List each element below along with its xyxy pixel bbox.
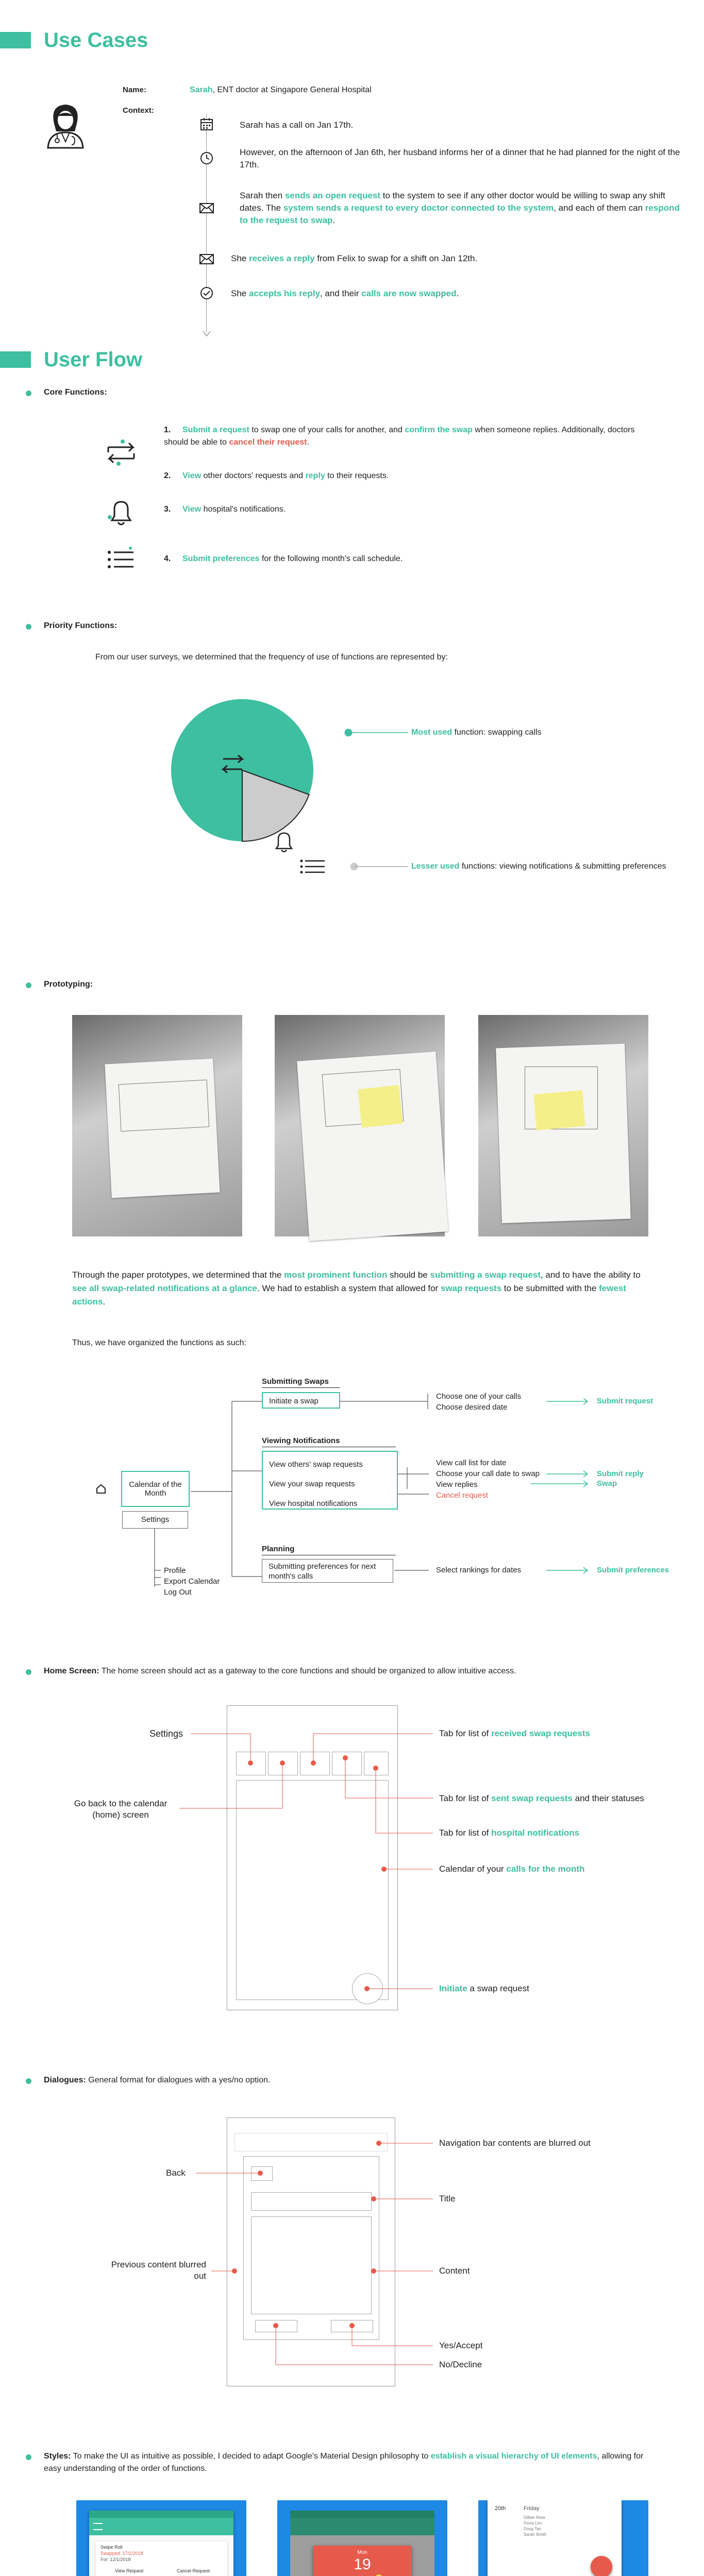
styles-b: establish a visual hierarchy of UI elements [430, 2452, 597, 2461]
proto-c: should be [387, 1270, 430, 1280]
step-3-c: to the system to see if any other doctor would be willing to swap any shift dates. The [240, 191, 665, 213]
organized-text: Thus, we have organized the functions as such: [72, 1338, 246, 1347]
core-3-b: hospital's notifications. [201, 505, 286, 514]
step-4-c: from Felix to swap for a shift on Jan 12th. [314, 253, 478, 263]
dialogues-desc: General format for dialogues with a yes/no option. [88, 2076, 271, 2084]
settings-sub-profile: Profile [164, 1566, 186, 1575]
view-replies: View replies [436, 1480, 478, 1489]
choose-date: Choose desired date [436, 1403, 508, 1412]
shot3-names [524, 2515, 546, 2537]
styles-heading: Styles: [44, 2452, 71, 2461]
settings-sub-export: Export Calendar [164, 1577, 220, 1586]
proto-h: swap requests [440, 1283, 502, 1293]
init-a: Initiate [439, 1984, 467, 1993]
step-1: Sarah has a call on Jan 17th. [240, 120, 354, 130]
submit-prefs-node: Submit preferences [597, 1566, 669, 1574]
cal-a: Calendar of your [439, 1864, 507, 1874]
dialog-yes-label: Yes/Accept [439, 2341, 483, 2350]
choose-call-swap: Choose your call date to swap [436, 1469, 540, 1478]
dialog-prev-label: Previous content blurred out [111, 2260, 206, 2281]
notif-title: Viewing Notifications [262, 1436, 340, 1445]
dialog-content-label: Content [439, 2266, 470, 2276]
home-settings-label: Settings [149, 1728, 183, 1739]
settings-node: Settings [122, 1511, 188, 1529]
core-1-c: confirm the swap [405, 426, 473, 434]
pie-less-b: functions: viewing notifications & submitting preferences [459, 862, 666, 871]
core-1-e: cancel their request [229, 438, 307, 447]
step-2: However, on the afternoon of Jan 6th, her husband informs her of a dinner that he had planned for the night of the 17th. [240, 147, 680, 170]
step-5-d: calls are now swapped [361, 289, 457, 298]
initiate-swap-node: Initiate a swap [262, 1392, 340, 1409]
proto-k: . [103, 1297, 106, 1307]
styles-a: To make the UI as intuitive as possible, I decided to adapt Google's Material Design philosophy to [73, 2452, 431, 2461]
name-label: Name: [123, 86, 146, 94]
shot1-view-button[interactable]: View Request [115, 2568, 144, 2573]
shot1-row1-date: Swapped: 17/1/2018 [100, 2551, 143, 2556]
styles-c: , allowing for easy understanding of the order of functions. [44, 2452, 644, 2473]
core-4-b: for the following month's call schedule. [259, 554, 403, 563]
recv-b: received swap requests [491, 1728, 590, 1738]
view-call-list: View call list for date [436, 1459, 507, 1467]
proto-a: Through the paper prototypes, we determined that the [72, 1270, 284, 1280]
style-screenshot-3 [478, 2500, 648, 2576]
shot3-name-3: Doug Tan [524, 2527, 542, 2531]
shot3-fab[interactable] [591, 2556, 612, 2576]
context-label: Context: [123, 106, 154, 115]
shot2-day: 19 [354, 2556, 371, 2573]
shot1-cancel-button[interactable]: Cancel Request [177, 2568, 210, 2573]
step-3-b: sends an open request [284, 191, 381, 200]
home-go-back-label: Go back to the calendar (home) screen [74, 1799, 167, 1820]
proto-i: to be submitted with the [501, 1283, 599, 1293]
core-2-a: View [182, 471, 202, 480]
core-1-b: to swap one of your calls for another, and [249, 426, 405, 434]
sent-b: sent swap requests [491, 1793, 573, 1803]
core-2-d: to their requests. [325, 471, 389, 480]
step-5-e: . [456, 289, 459, 298]
step-4-a: She [231, 253, 249, 263]
planning-title: Planning [262, 1545, 295, 1553]
view-hospital: View hospital notifications [269, 1499, 358, 1508]
styles-heading-line [44, 2450, 652, 2475]
submitting-prefs-node: Submitting preferences for next month's calls [262, 1559, 393, 1583]
init-b: a swap request [467, 1984, 529, 1993]
proto-b: most prominent function [284, 1270, 388, 1280]
core-num-4: 4. [164, 554, 171, 563]
core-1-a: Submit a request [182, 426, 249, 434]
home-desc: The home screen should act as a gateway to the core functions and should be organized to allow intuitive access. [101, 1667, 516, 1675]
step-5-a: She [231, 289, 249, 298]
dialog-nav-blur-label: Navigation bar contents are blurred out [439, 2138, 591, 2148]
pie-most-b: function: swapping calls [452, 728, 542, 737]
style-screenshot-1 [76, 2500, 246, 2576]
core-num-3: 3. [164, 505, 171, 514]
proto-d: submitting a swap request [430, 1270, 541, 1280]
cancel-request: Cancel request [436, 1491, 488, 1500]
core-4-a: Submit preferences [182, 554, 260, 563]
proto-f: see all swap-related notifications at a glance [72, 1283, 258, 1293]
proto-e: , and to have the ability to [540, 1270, 641, 1280]
submit-reply-node: Submit reply [597, 1469, 644, 1478]
dialog-title-label: Title [439, 2194, 456, 2204]
sent-c: and their statuses [572, 1793, 644, 1803]
use-cases-title: Use Cases [44, 29, 148, 52]
core-2-b: other doctors' requests and [201, 471, 306, 480]
submit-request-node: Submit request [597, 1397, 653, 1405]
priority-intro: From our user surveys, we determined that the frequency of use of functions are represented by: [95, 653, 448, 662]
proto-g: . We had to establish a system that allowed for [257, 1283, 441, 1293]
shot3-day: Friday [524, 2505, 540, 2512]
choose-call: Choose one of your calls [436, 1392, 522, 1401]
core-functions-heading: Core Functions: [44, 388, 107, 397]
shot3-name-2: Fiona Lim [524, 2521, 542, 2526]
step-3-a: Sarah then [240, 191, 285, 200]
core-2-c: reply [305, 471, 325, 480]
shot1-row1-name: Swipe Roll [100, 2545, 123, 2550]
pie-most-a: Most used [411, 728, 452, 737]
sent-a: Tab for list of [439, 1793, 492, 1803]
shot2-month: Mon [357, 2550, 367, 2555]
style-screenshot-2 [277, 2500, 447, 2576]
priority-heading: Priority Functions: [44, 621, 118, 630]
core-1-d: when someone replies. Additionally, doctors should be able to [164, 426, 635, 447]
dialogues-heading: Dialogues: [44, 2076, 86, 2084]
step-5-c: , and their [320, 289, 362, 298]
recv-a: Tab for list of [439, 1728, 492, 1738]
swap-node: Swap [597, 1479, 617, 1488]
core-num-2: 2. [164, 471, 171, 480]
view-yours: View your swap requests [269, 1480, 355, 1488]
step-3-g: . [332, 215, 336, 225]
shot1-row1-sub: For: 12/1/2018 [100, 2557, 131, 2562]
core-num-1: 1. [164, 426, 171, 434]
name-rest: , ENT doctor at Singapore General Hospital [212, 86, 372, 94]
step-4-b: receives a reply [248, 253, 315, 263]
step-3-f: respond to the request to swap [240, 203, 680, 225]
shot3-date: 20th [495, 2505, 506, 2512]
select-rankings: Select rankings for dates [436, 1566, 522, 1574]
cal-b: calls for the month [506, 1864, 585, 1874]
hosp-b: hospital notifications [491, 1828, 580, 1838]
step-5-b: accepts his reply [248, 289, 320, 298]
shot3-name-4: Sarah Smith [524, 2532, 547, 2537]
dialog-no-label: No/Decline [439, 2360, 482, 2369]
hosp-a: Tab for list of [439, 1828, 492, 1838]
step-3-d: system sends a request to every doctor connected to the system [283, 203, 554, 213]
core-1-f: . [307, 438, 309, 447]
bullet [26, 2454, 31, 2460]
calendar-of-month-node: Calendar of the Month [121, 1471, 190, 1507]
step-3-e: , and each of them can [554, 203, 645, 213]
swaps-title: Submitting Swaps [262, 1377, 329, 1386]
shot3-name-1: Gillian Kiew [524, 2515, 545, 2520]
user-flow-title: User Flow [44, 348, 143, 371]
dialog-back-label: Back [166, 2168, 186, 2178]
name-value: Sarah [190, 86, 213, 94]
pie-less-a: Lesser used [411, 862, 460, 871]
home-heading: Home Screen: [44, 1667, 99, 1675]
prototyping-heading: Prototyping: [44, 980, 93, 989]
view-others: View others' swap requests [269, 1460, 363, 1469]
settings-sub-logout: Log Out [164, 1588, 192, 1597]
core-3-a: View [182, 505, 202, 514]
proto-j: fewest actions [72, 1283, 626, 1307]
